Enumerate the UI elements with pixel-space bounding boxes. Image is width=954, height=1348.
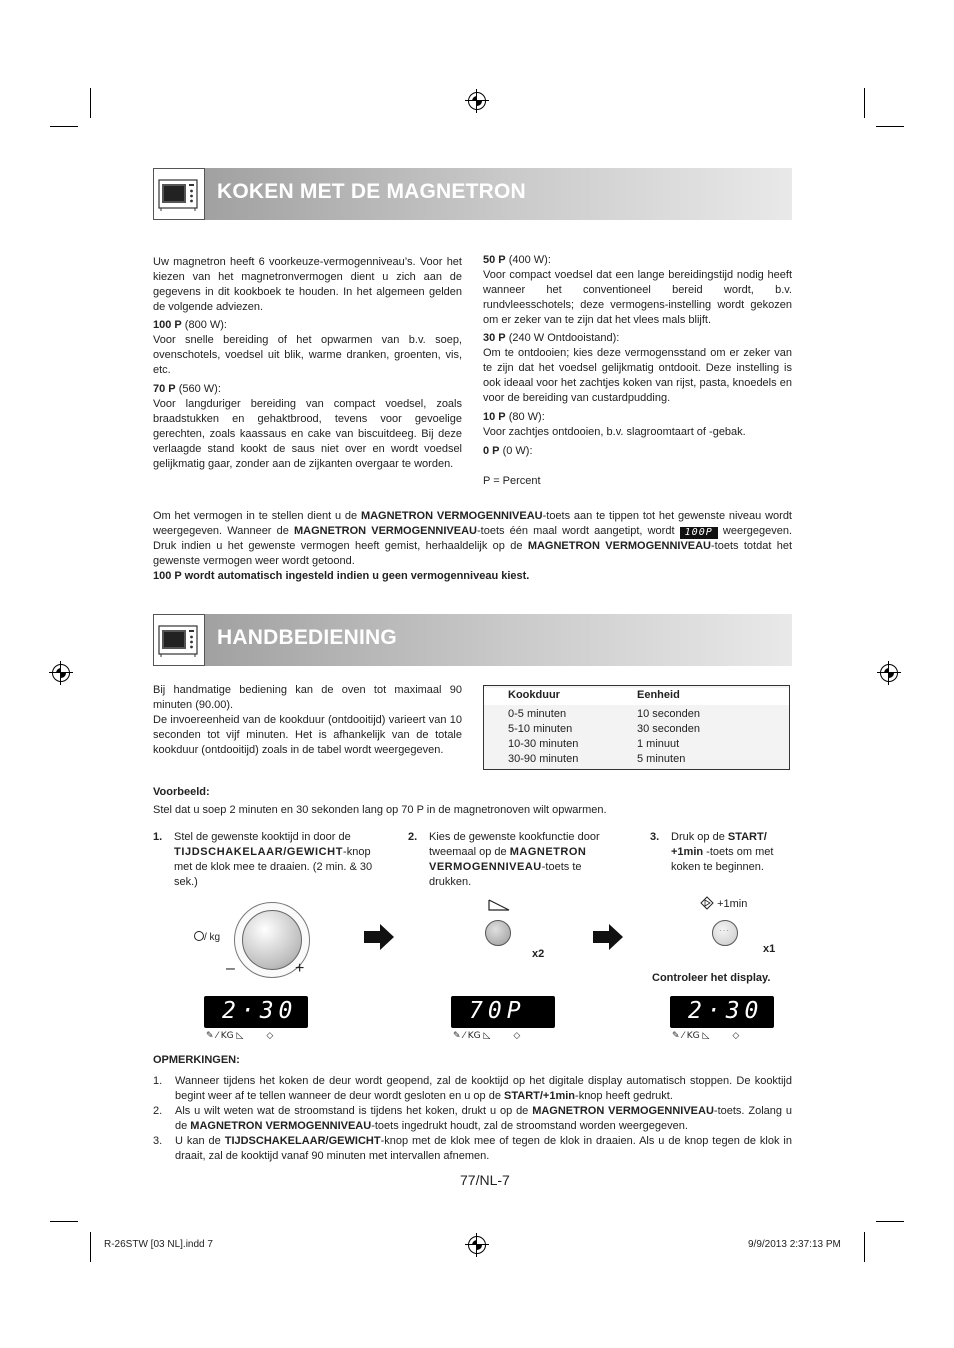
kg-indicator: KG <box>220 1031 234 1041</box>
power-watt: (80 W): <box>505 411 545 423</box>
inline-display: 100P <box>680 527 718 539</box>
text: Druk op de <box>671 831 728 843</box>
intro-left-column <box>153 255 462 472</box>
text: -toets om met koken te beginnen. <box>671 846 774 873</box>
power-description: Voor snelle bereiding of het opwarmen van b.v. soep, ovenschotels, voedsel uit blik, warme dranken, groenten, vis, etc. <box>153 334 462 376</box>
table-cell: 5 minuten <box>637 753 686 765</box>
notes-title: OPMERKINGEN: <box>153 1054 240 1066</box>
text: -knop heeft gedrukt. <box>575 1090 673 1102</box>
lcd-display <box>670 996 774 1028</box>
knob-label-text: / kg <box>204 932 221 943</box>
table-cell: 0-5 minuten <box>508 708 567 720</box>
microwave-icon <box>153 614 205 666</box>
table-cell: 10 seconden <box>637 708 700 720</box>
intro-right-column <box>483 253 792 489</box>
plus-1min-label: +1min <box>717 898 748 910</box>
section-header-handbediening <box>153 614 792 666</box>
note-item <box>153 1074 792 1104</box>
knob-label <box>194 931 220 943</box>
right-arrow-icon <box>593 924 623 950</box>
registration-mark-icon <box>52 664 70 682</box>
key-name: START/+1min <box>504 1090 576 1102</box>
example-text: Stel dat u soep 2 minuten en 30 sekonden lang op 70 P in de magnetronoven wilt opwarmen. <box>153 804 607 816</box>
file-name: R-26STW [03 NL].indd 7 <box>104 1239 213 1250</box>
kg-indicator: KG <box>686 1031 700 1041</box>
text: -knop met de klok mee te draaien. (2 min. & 30 sek.) <box>174 846 373 888</box>
check-display-note: Controleer het display. <box>652 972 771 984</box>
lcd-display <box>204 996 308 1028</box>
step-3 <box>650 830 793 875</box>
manual-intro <box>153 683 462 758</box>
text: Stel de gewenste kooktijd in door de <box>174 831 351 843</box>
registration-mark-icon <box>468 92 486 110</box>
press-count: x2 <box>532 948 545 960</box>
table-cell: 30 seconden <box>637 723 700 735</box>
press-count: x1 <box>763 943 776 955</box>
power-description: Voor compact voedsel dat een lange bereidingstijd nodig heeft wanneer het conventioneel bereid wordt, b.v. rundvleesschotels; deze vermogens-instelling wordt gekozen om er zeker van te zijn dat het vlees mals blijft. <box>483 269 792 326</box>
text: U kan de <box>175 1135 225 1147</box>
text: Om het vermogen in te stellen dient u de <box>153 510 361 522</box>
dots-icon: ··· <box>719 926 730 935</box>
step-2 <box>408 830 618 890</box>
step-number: 2. <box>408 831 418 843</box>
power-watt: (800 W): <box>181 319 227 331</box>
text: -toets totdat het gewenste vermogen weer wordt getoond. <box>153 540 793 567</box>
microwave-power-button[interactable] <box>485 920 511 946</box>
note-number: 2. <box>153 1105 163 1117</box>
key-name: TIJDSCHAKELAAR/GEWICHT <box>174 846 344 858</box>
power-watt: (240 W Ontdooistand): <box>505 332 620 344</box>
percent-note: P = Percent <box>483 475 541 487</box>
key-name: MAGNETRON VERMOGENNIVEAU <box>532 1105 714 1117</box>
step-1 <box>153 830 373 890</box>
text: -toets. Zolang u de <box>175 1105 792 1132</box>
power-setting-paragraph <box>153 509 792 584</box>
note-item <box>153 1104 792 1134</box>
text: -knop met de klok mee of tegen de klok in draaien. Als u de knop tegen de klok in draait, zal de kooktijd vanaf 90 minuten met intervallen afnemen. <box>175 1135 792 1162</box>
table-cell: 1 minuut <box>637 738 680 750</box>
text: Als u wilt weten wat de stroomstand is tijdens het koken, drukt u op de <box>175 1105 533 1117</box>
example-title: Voorbeeld: <box>153 786 210 798</box>
power-level-label: 70 P <box>153 383 176 395</box>
display-digits: 2·30 <box>688 998 764 1024</box>
right-arrow-icon <box>364 924 394 950</box>
table-cell: 5-10 minuten <box>508 723 573 735</box>
section-title: HANDBEDIENING <box>217 626 397 649</box>
start-label <box>700 896 747 910</box>
key-name: START/ +1min <box>671 831 767 858</box>
print-date: 9/9/2013 2:37:13 PM <box>748 1239 841 1250</box>
step-number: 3. <box>650 831 660 843</box>
minus-sign: – <box>226 960 235 977</box>
key-name: MAGNETRON VERMOGENNIVEAU <box>360 510 543 522</box>
display-indicators: ✎ ⁄ KG ◺ ◇ <box>453 1031 521 1041</box>
manual-paragraph: Bij handmatige bediening kan de oven tot maximaal 90 minuten (90.00). <box>153 684 462 711</box>
key-name: TIJDSCHAKELAAR/GEWICHT <box>224 1135 381 1147</box>
registration-mark-icon <box>880 664 898 682</box>
table-header: Eenheid <box>637 689 680 701</box>
plus-sign: + <box>295 960 305 977</box>
intro-paragraph: Uw magnetron heeft 6 voorkeuze-vermogenniveau’s. Voor het kiezen van het magnetronvermogen dient u zich aan de gegevens in dit kookboek te houden. In het algemeen gelden de volgende adviezen. <box>153 256 462 313</box>
power-description: Voor langduriger bereiding van compact voedsel, zoals braadstukken en gehaktbrood, tevens voor gevoelige gerechten, zoals kaassaus en cake van biscuitdeeg. Bij deze verlaagde stand kookt de saus niet over en wordt voedsel gelijkmatig gaar, zonder aan de zijkanten overgaar te worden. <box>153 398 462 470</box>
note-number: 3. <box>153 1135 163 1147</box>
display-digits: 2·30 <box>222 998 298 1024</box>
microwave-power-icon <box>488 899 510 911</box>
text: Wanneer tijdens het koken de deur wordt geopend, zal de kooktijd op het digitale display automatisch stoppen. De kooktijd begint weer af te tellen wanneer de deur wordt gesloten en u op de <box>175 1075 792 1102</box>
clock-icon <box>194 931 204 941</box>
text: -toets aan te tippen tot het gewenste niveau wordt weergegeven. Wanneer de <box>153 510 792 537</box>
page-number: 77/NL-7 <box>460 1172 510 1188</box>
notes <box>153 1053 792 1164</box>
manual-paragraph: De invoereenheid van de kookduur (ontdooitijd) varieert van 10 seconden tot vijf minuten. Het is afhankelijk van de totale kookduur (ontdooitijd) zoals in de tabel wordt weergegeven. <box>153 714 462 756</box>
registration-mark-icon <box>468 1236 486 1254</box>
power-description: Om te ontdooien; kies deze vermogensstand om er zeker van te zijn dat het voedsel gelijkmatig ontdooit. Deze instelling is ook ideaal voor het zachtjes koken van rijst, pasta, knoedels en voor de bereiding van custardpudding. <box>483 347 792 404</box>
display-indicators: ✎ ⁄ KG ◺ ◇ <box>672 1031 740 1041</box>
power-level-label: 30 P <box>483 332 506 344</box>
power-level-label: 100 P <box>153 319 182 331</box>
key-name: MAGNETRON VERMOGENNIVEAU <box>294 525 477 537</box>
power-watt: (400 W): <box>505 254 551 266</box>
example <box>153 785 792 818</box>
auto-setting-note: 100 P wordt automatisch ingesteld indien u geen vermogenniveau kiest. <box>153 570 530 582</box>
key-name: MAGNETRON VERMOGENNIVEAU <box>190 1120 372 1132</box>
table-header: Kookduur <box>508 689 560 701</box>
note-number: 1. <box>153 1075 163 1087</box>
microwave-icon <box>153 168 205 220</box>
power-level-label: 0 P <box>483 445 500 457</box>
kg-indicator: KG <box>467 1031 481 1041</box>
section-header-koken <box>153 168 792 220</box>
power-description: Voor zachtjes ontdooien, b.v. slagroomtaart of -gebak. <box>483 426 746 438</box>
note-item <box>153 1134 792 1164</box>
power-level-label: 50 P <box>483 254 506 266</box>
text: weergegeven. Druk indien u het gewenste vermogen heeft gemist, herhaaldelijk op de <box>153 525 792 552</box>
step-number: 1. <box>153 831 163 843</box>
text: -toets één maal wordt aangetipt, wordt <box>476 525 680 537</box>
power-watt: (560 W): <box>175 383 221 395</box>
start-plus1min-button[interactable] <box>712 920 738 946</box>
start-icon <box>700 896 714 910</box>
text: -toets ingedrukt houdt, zal de stroomstand worden weergegeven. <box>371 1120 688 1132</box>
display-indicators: ✎ ⁄ KG ◺ ◇ <box>206 1031 274 1041</box>
power-watt: (0 W): <box>499 445 533 457</box>
section-title: KOKEN MET DE MAGNETRON <box>217 180 526 203</box>
table-cell: 10-30 minuten <box>508 738 579 750</box>
text: -toets te drukken. <box>429 861 582 888</box>
lcd-display <box>451 996 555 1028</box>
display-digits: 70P <box>469 998 526 1024</box>
key-name: MAGNETRON VERMOGENNIVEAU <box>527 540 712 552</box>
text: Kies de gewenste kookfunctie door tweemaal op de <box>429 831 600 858</box>
table-cell: 30-90 minuten <box>508 753 579 765</box>
cooking-time-table <box>483 685 790 770</box>
power-level-label: 10 P <box>483 411 506 423</box>
key-name: MAGNETRON VERMOGENNIVEAU <box>429 846 587 873</box>
